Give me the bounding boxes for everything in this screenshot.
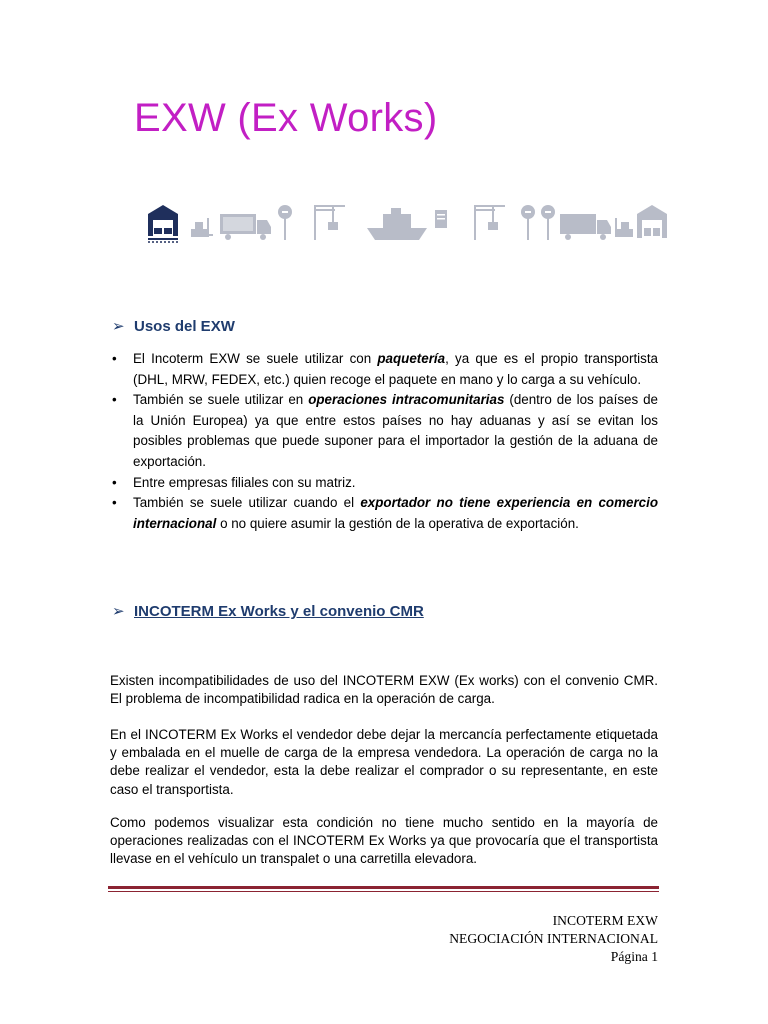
- paragraph: En el INCOTERM Ex Works el vendedor debe dejar la mercancía perfectamente etiquetada y embalada en el muelle de carga de la empresa vendedora. La operación de carga no la debe realizar el vendedor, esta la debe realizar el comprador o su representante, en este caso el transportista.: [110, 727, 658, 797]
- section-heading-text: INCOTERM Ex Works y el convenio CMR: [134, 603, 424, 620]
- footer-rule: [108, 886, 659, 889]
- truck-icon: [560, 214, 611, 240]
- page-number: Página 1: [610, 949, 658, 964]
- bullet-dot-icon: •: [112, 474, 117, 490]
- warehouse-icon: [637, 205, 667, 238]
- crane-icon: [315, 206, 345, 240]
- logistics-strip: [145, 200, 670, 246]
- page-footer: [449, 912, 658, 966]
- page-title: EXW (Ex Works): [134, 96, 438, 140]
- document-icon: [435, 210, 447, 228]
- bullet-dot-icon: •: [112, 351, 117, 366]
- list-item: • También se suele utilizar cuando el exportador no tiene experiencia en comercio internacional o no quiere asumir la gestión de la operativa de exportación.: [112, 495, 658, 531]
- truck-icon: [220, 214, 271, 240]
- list-item: • También se suele utilizar en operaciones intracomunitarias (dentro de los países de la Unión Europea) ya que entre estos países no hay aduanas y así se evitan los posibles problemas que puede suponer para el importador la gestión de la aduana de exportación.: [112, 392, 659, 469]
- stop-sign-icon: [541, 205, 555, 240]
- stop-sign-icon: [278, 205, 292, 240]
- footer-line: NEGOCIACIÓN INTERNACIONAL: [449, 931, 658, 946]
- section-heading-cmr: [112, 602, 424, 620]
- footer-rule-thin: [108, 891, 659, 892]
- section-heading-text: Usos del EXW: [134, 318, 235, 335]
- crane-icon: [475, 206, 505, 240]
- paragraph: Existen incompatibilidades de uso del INCOTERM EXW (Ex works) con el convenio CMR. El problema de incompatibilidad radica en la operación de carga.: [110, 673, 658, 707]
- section-heading-usos: [112, 317, 235, 335]
- arrow-bullet-icon: ➢: [112, 603, 125, 620]
- list-item: • Entre empresas filiales con su matriz.: [112, 473, 658, 494]
- stop-sign-icon: [521, 205, 535, 240]
- bullet-dot-icon: •: [112, 392, 117, 408]
- uses-list: [112, 349, 658, 534]
- ship-icon: [367, 208, 427, 240]
- arrow-bullet-icon: ➢: [112, 318, 125, 335]
- forklift-icon: [191, 218, 213, 237]
- footer-line: INCOTERM EXW: [552, 913, 658, 928]
- forklift-icon: [615, 218, 633, 237]
- paragraph: Como podemos visualizar esta condición no tiene mucho sentido en la mayoría de operaciones realizadas con el INCOTERM Ex Works ya que provocaría que el transportista llevase en el vehículo un transpalet o una carretilla elevadora.: [110, 815, 658, 867]
- bullet-dot-icon: •: [112, 495, 117, 511]
- warehouse-icon: [148, 205, 178, 242]
- list-item: • El Incoterm EXW se suele utilizar con paquetería, ya que es el propio transportista (DHL, MRW, FEDEX, etc.) quien recoge el paquete en mano y lo carga a su vehículo.: [112, 351, 658, 387]
